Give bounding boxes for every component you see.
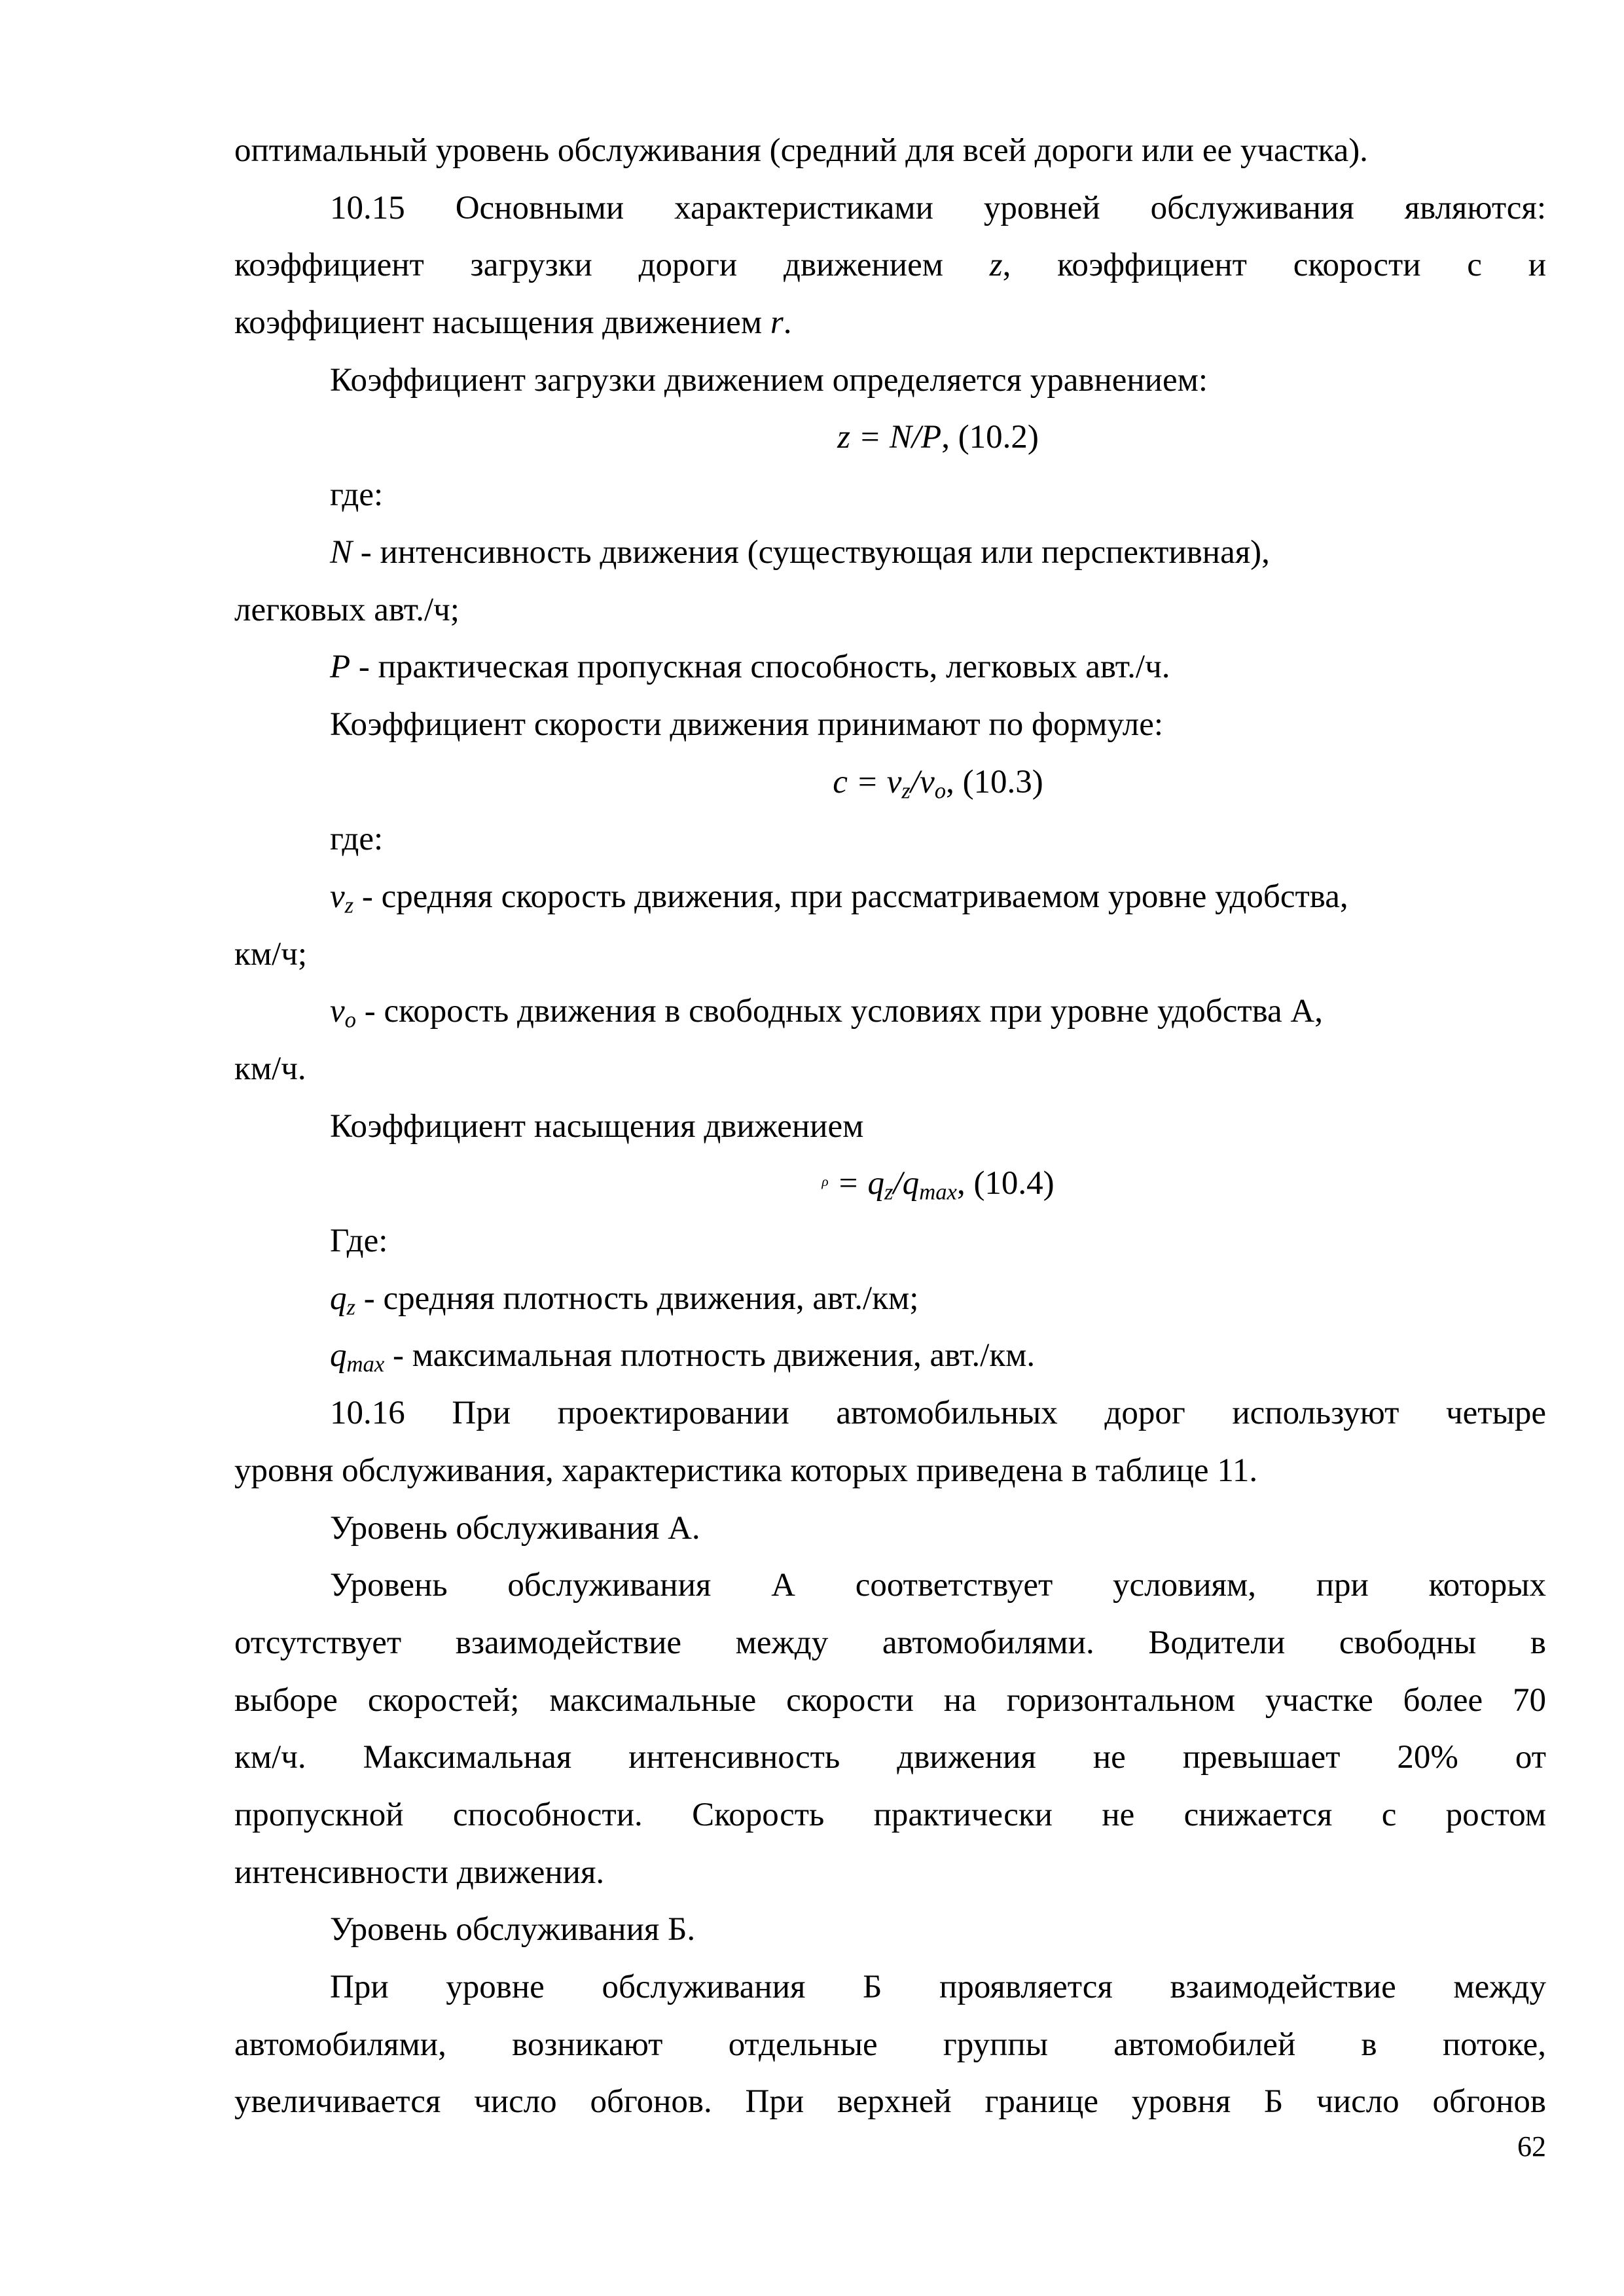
text-line <box>234 467 1546 524</box>
paragraph <box>234 1327 1546 1385</box>
text-line <box>234 237 1546 295</box>
italic-math-symbol: P <box>330 649 351 686</box>
text-line <box>234 2073 1546 2131</box>
text-line <box>234 639 1546 696</box>
text-run: увеличивается число обгонов. При верхней границе уровня Б число обгонов <box>234 2083 1546 2121</box>
text-run: коэффициент загрузки дороги движением <box>234 247 990 284</box>
text-line <box>234 1729 1546 1787</box>
subscript: z <box>346 1294 355 1320</box>
text-run: Уровень обслуживания А. <box>330 1509 700 1547</box>
text-run: Уровень обслуживания Б. <box>330 1911 696 1948</box>
text-run: . <box>783 304 792 342</box>
paragraph <box>234 122 1546 180</box>
text-run: км/ч. Максимальная интенсивность движения не превышает 20% от <box>234 1739 1546 1776</box>
text-run: , (10.3) <box>946 763 1043 800</box>
paragraph <box>234 467 1546 524</box>
text-run: - интенсивность движения (существующая или перспективная), <box>352 533 1270 571</box>
page-number: 62 <box>1517 2130 1546 2162</box>
text-run: - максимальная плотность движения, авт./км. <box>384 1337 1036 1374</box>
text-run: выборе скоростей; максимальные скорости на горизонтальном участке более 70 <box>234 1681 1546 1719</box>
paragraph <box>234 869 1546 983</box>
text-run: км/ч; <box>234 935 308 973</box>
text-run: коэффициент насыщения движением <box>234 304 770 342</box>
paragraph <box>234 811 1546 869</box>
text-run: Уровень обслуживания А соответствует условиям, при которых <box>330 1567 1546 1604</box>
italic-math-symbol: /v <box>910 763 935 800</box>
text-run: интенсивности движения. <box>234 1854 605 1891</box>
text-line <box>234 1385 1546 1443</box>
text-run: где: <box>330 821 384 858</box>
text-run: оптимальный уровень обслуживания (средний для всей дороги или ее участка). <box>234 132 1368 169</box>
subscript: max <box>919 1179 957 1206</box>
paragraph <box>234 1098 1546 1156</box>
italic-math-symbol: /q <box>893 1165 920 1202</box>
text-run: пропускной способности. Скорость практически не снижается с ростом <box>234 1796 1546 1833</box>
text-run: Коэффициент насыщения движением <box>330 1107 864 1145</box>
text-run: - средняя скорость движения, при рассматриваемом уровне удобства, <box>353 878 1348 915</box>
text-run: Коэффициент скорости движения принимают по формуле: <box>330 706 1164 743</box>
text-run: 10.16 При проектировании автомобильных дорог используют четыре <box>330 1395 1546 1432</box>
italic-math-symbol: N <box>330 533 353 571</box>
page-body <box>234 122 1546 2131</box>
text-run: , коэффициент скорости с и <box>1002 247 1546 284</box>
formula-line <box>234 1155 1546 1213</box>
text-line <box>234 122 1546 180</box>
text-line <box>234 2017 1546 2074</box>
text-line <box>234 1327 1546 1385</box>
italic-math-symbol: z = N/P <box>837 419 942 456</box>
paragraph <box>234 1500 1546 1558</box>
text-line <box>234 1615 1546 1672</box>
paragraph <box>234 1557 1546 1901</box>
italic-math-symbol: v <box>330 993 345 1030</box>
text-run: где: <box>330 476 384 514</box>
subscript: o <box>344 1007 356 1033</box>
italic-math-symbol: = q <box>828 1165 885 1202</box>
subscript: z <box>344 892 354 918</box>
paragraph <box>234 1213 1546 1270</box>
subscript: o <box>934 778 947 804</box>
italic-math-symbol: c = v <box>833 763 902 800</box>
subscript: z <box>884 1179 893 1206</box>
text-run: - средняя плотность движения, авт./км; <box>355 1280 919 1317</box>
paragraph <box>234 180 1546 352</box>
formula <box>234 754 1546 812</box>
italic-math-symbol: q <box>330 1337 347 1374</box>
text-run: км/ч. <box>234 1050 306 1087</box>
text-line <box>234 696 1546 754</box>
text-run: Где: <box>330 1223 388 1260</box>
text-line <box>234 1041 1546 1098</box>
paragraph <box>234 1270 1546 1328</box>
text-line <box>234 295 1546 352</box>
text-line <box>234 582 1546 639</box>
text-line <box>234 811 1546 869</box>
text-line <box>234 1213 1546 1270</box>
italic-math-symbol: r <box>770 304 784 342</box>
italic-math-symbol: v <box>330 878 345 915</box>
text-run: - скорость движения в свободных условиях при уровне удобства А, <box>355 993 1323 1030</box>
text-run: отсутствует взаимодействие между автомобилями. Водители свободны в <box>234 1624 1546 1661</box>
text-line <box>234 983 1546 1041</box>
text-line <box>234 1443 1546 1500</box>
text-line <box>234 1959 1546 2017</box>
text-run: легковых авт./ч; <box>234 591 460 628</box>
text-run: автомобилями, возникают отдельные группы автомобилей в потоке, <box>234 2026 1546 2063</box>
paragraph <box>234 1959 1546 2131</box>
subscript: z <box>901 778 911 804</box>
text-line <box>234 1787 1546 1844</box>
text-line <box>234 352 1546 410</box>
formula-line <box>234 409 1546 467</box>
rho-symbol: ρ <box>821 1174 829 1190</box>
text-line <box>234 180 1546 238</box>
paragraph <box>234 524 1546 639</box>
paragraph <box>234 696 1546 754</box>
text-run: уровня обслуживания, характеристика которых приведена в таблице 11. <box>234 1452 1258 1489</box>
text-line <box>234 1098 1546 1156</box>
paragraph <box>234 639 1546 696</box>
formula <box>234 409 1546 467</box>
paragraph <box>234 1901 1546 1959</box>
text-run: , (10.4) <box>956 1165 1055 1202</box>
text-run: Коэффициент загрузки движением определяется уравнением: <box>330 361 1208 399</box>
paragraph <box>234 983 1546 1098</box>
paragraph <box>234 1385 1546 1499</box>
text-line <box>234 869 1546 926</box>
italic-math-symbol: q <box>330 1280 347 1317</box>
paragraph <box>234 352 1546 410</box>
text-run: При уровне обслуживания Б проявляется взаимодействие между <box>330 1969 1546 2005</box>
formula <box>234 1155 1546 1213</box>
text-line <box>234 1270 1546 1328</box>
text-run: , (10.2) <box>941 419 1039 456</box>
text-line <box>234 1672 1546 1730</box>
text-line <box>234 1557 1546 1615</box>
text-line <box>234 1901 1546 1959</box>
text-line <box>234 1844 1546 1902</box>
text-line <box>234 524 1546 582</box>
italic-math-symbol: z <box>989 247 1003 284</box>
text-run: 10.15 Основными характеристиками уровней обслуживания являются: <box>330 189 1546 226</box>
text-run: - практическая пропускная способность, легковых авт./ч. <box>350 649 1170 686</box>
subscript: max <box>346 1352 385 1378</box>
text-line <box>234 926 1546 984</box>
formula-line <box>234 754 1546 812</box>
text-line <box>234 1500 1546 1558</box>
